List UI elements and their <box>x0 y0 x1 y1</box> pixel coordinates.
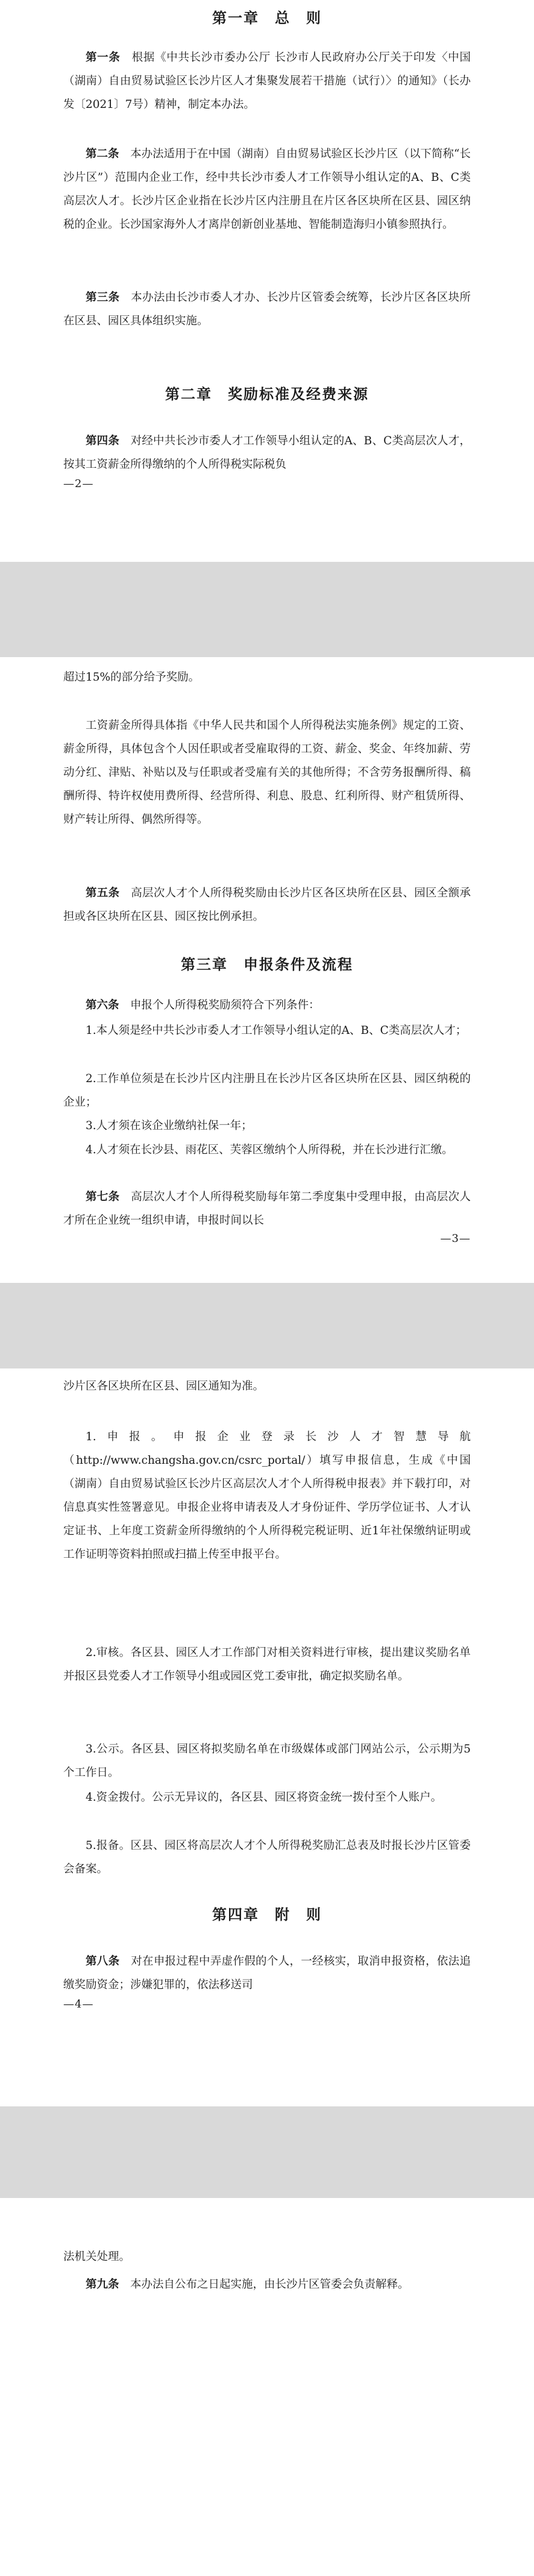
paragraph-text: 沙片区各区块所在区县、园区通知为准。 <box>63 1380 265 1393</box>
paragraph-text: 高层次人才个人所得税奖励每年第二季度集中受理申报，由高层次人才所在企业统一组织申请，申报时间以长 <box>63 1191 471 1227</box>
paragraph <box>63 666 471 689</box>
page-number: —4— <box>63 1998 94 2011</box>
paragraph-text: 对经中共长沙市委人才工作领导小组认定的A、B、C类高层次人才，按其工资薪金所得缴纳的个人所得税实际税负 <box>63 435 471 471</box>
paragraph-text: 4.资金拨付。公示无异议的，各区县、园区将资金统一拨付至个人账户。 <box>86 1791 442 1804</box>
paragraph <box>63 1067 471 1114</box>
article-number: 第七条 <box>86 1191 131 1203</box>
paragraph <box>63 1019 471 1042</box>
chapter-heading: 第三章 申报条件及流程 <box>181 956 353 973</box>
paragraph-text: 本办法适用于在中国（湖南）自由贸易试验区长沙片区（以下简称“长沙片区”）范围内企业工作，经中共长沙市委人才工作领导小组认定的A、B、C类高层次人才。长沙片区企业指在长沙片区内注册且在片区各区块所在区县、园区纳税的企业。长沙国家海外人才离岸创新创业基地、智能制造海归小镇参照执行。 <box>63 148 471 231</box>
article-number: 第一条 <box>86 51 132 64</box>
article-number: 第四条 <box>86 435 131 447</box>
document-page <box>0 2198 534 2576</box>
paragraph-text: 本办法自公布之日起实施，由长沙片区管委会负责解释。 <box>130 2278 409 2291</box>
page-number: —2— <box>63 477 94 490</box>
paragraph-text: 2.审核。各区县、园区人才工作部门对相关资料进行审核，提出建议奖励名单并报区县党委人才工作领导小组或园区党工委审批，确定拟奖励名单。 <box>63 1646 471 1683</box>
paragraph-text: 法机关处理。 <box>63 2250 131 2263</box>
document-page <box>0 0 534 562</box>
paragraph <box>63 994 471 1017</box>
article-number: 第五条 <box>86 887 131 899</box>
paragraph <box>63 1786 471 1809</box>
paragraph <box>63 1114 471 1138</box>
paragraph-text: 工资薪金所得具体指《中华人民共和国个人所得税法实施条例》规定的工资、薪金所得，具体包含个人因任职或者受雇取得的工资、薪金、奖金、年终加薪、劳动分红、津贴、补贴以及与任职或者受雇有关的其他所得；不含劳务报酬所得、稿酬所得、特许权使用费所得、经营所得、利息、股息、红利所得、财产租赁所得、财产转让所得、偶然所得等。 <box>63 719 471 826</box>
paragraph <box>63 1425 471 1566</box>
paragraph-text: 对在申报过程中弄虚作假的个人，一经核实，取消申报资格，依法追缴奖励资金；涉嫌犯罪的，依法移送司 <box>63 1955 471 1991</box>
paragraph-text: 高层次人才个人所得税奖励由长沙片区各区块所在区县、园区全额承担或各区块所在区县、园区按比例承担。 <box>63 887 471 923</box>
paragraph-text: 3.人才须在该企业缴纳社保一年； <box>86 1120 253 1132</box>
paragraph <box>63 1834 471 1881</box>
paragraph-text: 5.报备。区县、园区将高层次人才个人所得税奖励汇总表及时报长沙片区管委会备案。 <box>63 1839 471 1875</box>
paragraph-text: 1.申报。申报企业登录长沙人才智慧导航（http://www.changsha.gov.cn/csrc_portal/）填写申报信息，生成《中国（湖南）自由贸易试验区长沙片区高层次人才个人所得税申报表》并下载打印，对信息真实性签署意见。申报企业将申请表及人才身份证件、学历学位证书、人才认定证书、上年度工资薪金所得缴纳的个人所得税完税证明、近1年社保缴纳证明或工作证明等资料拍照或扫描上传至申报平台。 <box>63 1431 471 1561</box>
paragraph-text: 本办法由长沙市委人才办、长沙片区管委会统筹，长沙片区各区块所在区县、园区具体组织实施。 <box>63 291 471 327</box>
chapter-heading: 第二章 奖励标准及经费来源 <box>165 386 369 403</box>
chapter-heading: 第四章 附 则 <box>212 1906 322 1923</box>
paragraph <box>63 1737 471 1784</box>
chapter-heading: 第一章 总 则 <box>212 10 322 27</box>
paragraph <box>63 714 471 831</box>
paragraph <box>63 1138 471 1162</box>
paragraph <box>63 46 471 116</box>
article-number: 第二条 <box>86 148 131 160</box>
paragraph <box>63 286 471 333</box>
paragraph <box>63 1375 471 1398</box>
document-page <box>0 657 534 1283</box>
paragraph <box>63 2273 471 2296</box>
paragraph <box>63 1185 471 1232</box>
paragraph <box>63 1950 471 1997</box>
paragraph-text: 3.公示。各区县、园区将拟奖励名单在市级媒体或部门网站公示，公示期为5个工作日。 <box>63 1743 471 1779</box>
paragraph-text: 根据《中共长沙市委办公厅 长沙市人民政府办公厅关于印发〈中国（湖南）自由贸易试验区长沙片区人才集聚发展若干措施（试行）〉的通知》（长办发〔2021〕7号）精神，制定本办法。 <box>63 51 471 111</box>
paragraph-text: 1.本人须是经中共长沙市委人才工作领导小组认定的A、B、C类高层次人才； <box>86 1024 467 1037</box>
article-number: 第三条 <box>86 291 131 304</box>
article-number: 第八条 <box>86 1955 131 1968</box>
page-number: —3— <box>440 1232 471 1245</box>
article-number: 第六条 <box>86 999 131 1012</box>
paragraph <box>63 429 471 476</box>
paragraph <box>63 1641 471 1688</box>
paragraph <box>63 2245 471 2269</box>
paragraph-text: 4.人才须在长沙县、雨花区、芙蓉区缴纳个人所得税，并在长沙进行汇缴。 <box>86 1144 453 1156</box>
document-page <box>0 1368 534 2106</box>
paragraph-text: 超过15%的部分给予奖励。 <box>63 671 200 684</box>
paragraph <box>63 142 471 236</box>
paragraph-text: 2.工作单位须是在长沙片区内注册且在长沙片区各区块所在区县、园区纳税的企业； <box>63 1072 471 1109</box>
article-number: 第九条 <box>86 2278 131 2291</box>
paragraph <box>63 881 471 928</box>
paragraph-text: 申报个人所得税奖励须符合下列条件： <box>130 999 320 1012</box>
